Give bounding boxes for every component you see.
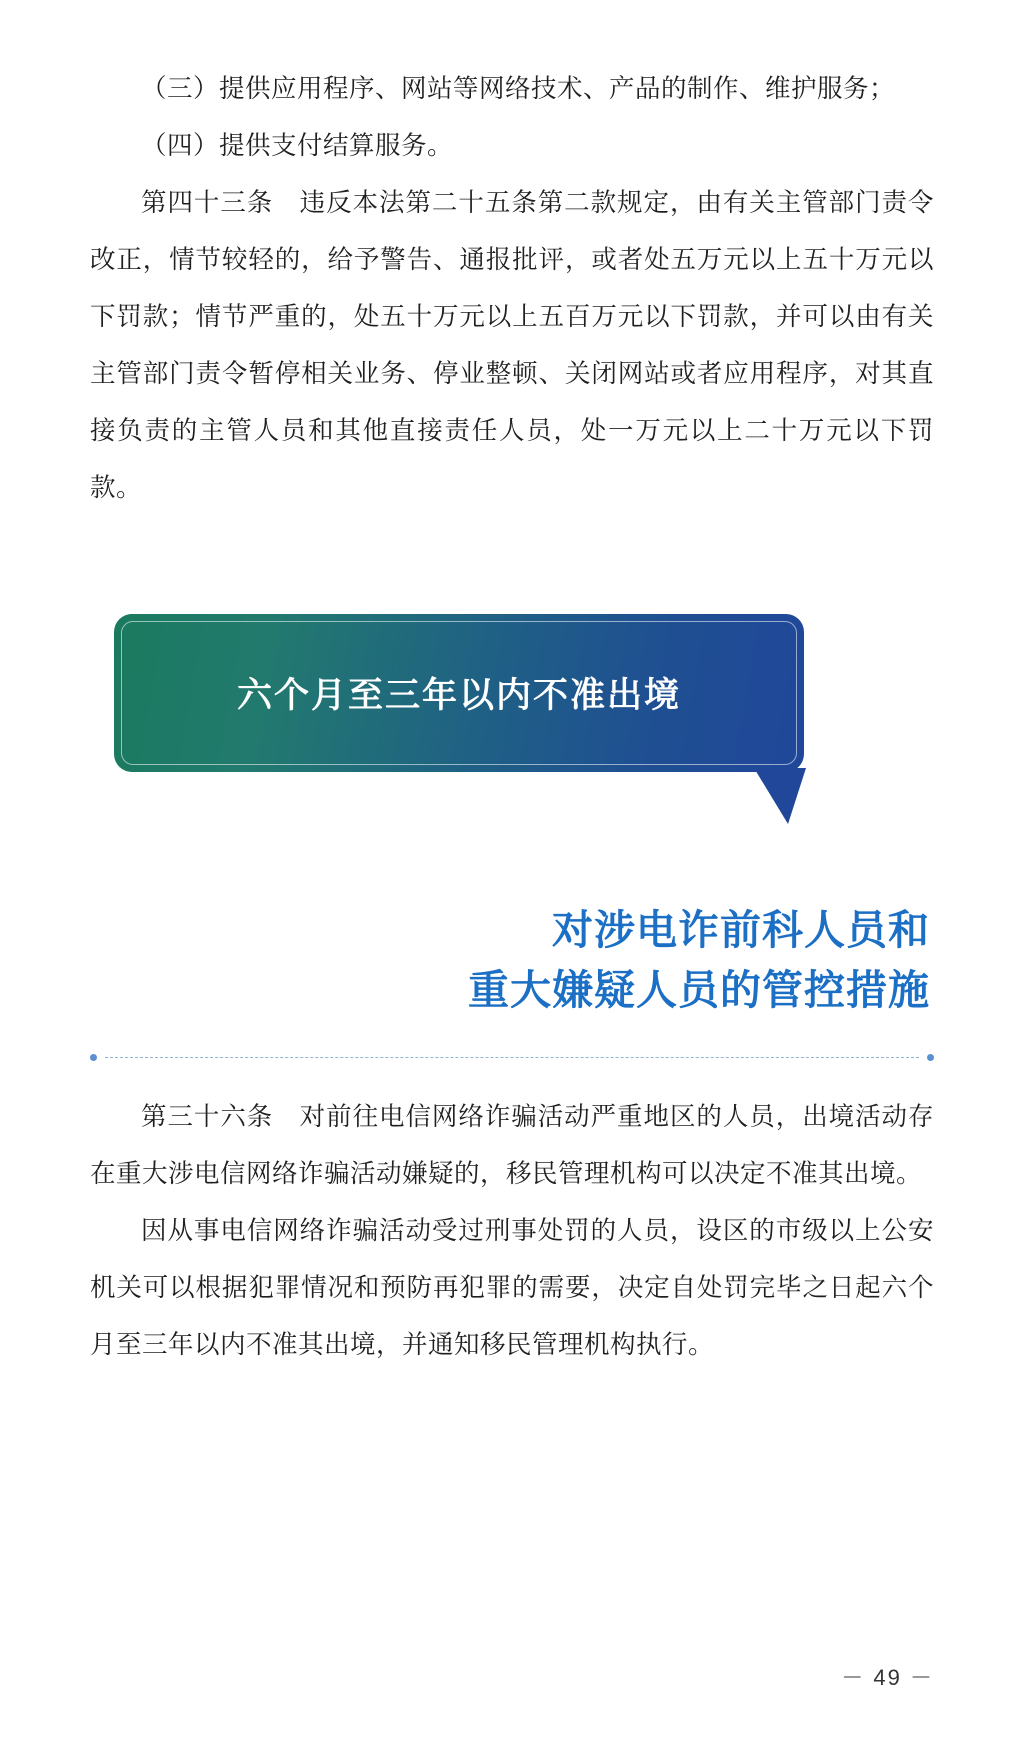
section-heading xyxy=(90,900,934,1020)
paragraph-item-four: （四）提供支付结算服务。 xyxy=(141,131,454,160)
paragraph-article-36: 第三十六条 对前往电信网络诈骗活动严重地区的人员，出境活动存在重大涉电信网络诈骗活动嫌疑的，移民管理机构可以决定不准其出境。 xyxy=(90,1102,934,1188)
section-heading-line-1: 对涉电诈前科人员和 xyxy=(552,907,930,953)
divider-dot-left xyxy=(90,1054,97,1061)
paragraph-item-three: （三）提供应用程序、网站等网络技术、产品的制作、维护服务； xyxy=(141,74,896,103)
section-heading-line-2: 重大嫌疑人员的管控措施 xyxy=(468,967,930,1013)
dashed-divider xyxy=(90,1050,934,1064)
divider-dash-line xyxy=(105,1057,919,1058)
paragraph-article-43: 第四十三条 违反本法第二十五条第二款规定，由有关主管部门责令改正，情节较轻的，给予警告、通报批评，或者处五万元以上五十万元以下罚款；情节严重的，处五十万元以上五百万元以下罚款，并可以由有关主管部门责令暂停相关业务、停业整顿、关闭网站或者应用程序，对其直接负责的主管人员和其他直接责任人员，处一万元以上二十万元以下罚款。 xyxy=(90,188,934,502)
paragraph-article-36-second: 因从事电信网络诈骗活动受过刑事处罚的人员，设区的市级以上公安机关可以根据犯罪情况和预防再犯罪的需要，决定自处罚完毕之日起六个月至三年以内不准其出境，并通知移民管理机构执行。 xyxy=(90,1216,934,1359)
callout-banner xyxy=(114,614,804,772)
callout-banner-title: 六个月至三年以内不准出境 xyxy=(236,676,681,715)
divider-dot-right xyxy=(927,1054,934,1061)
page-number: － 49 － xyxy=(841,1665,934,1690)
callout-banner-body xyxy=(114,614,804,772)
